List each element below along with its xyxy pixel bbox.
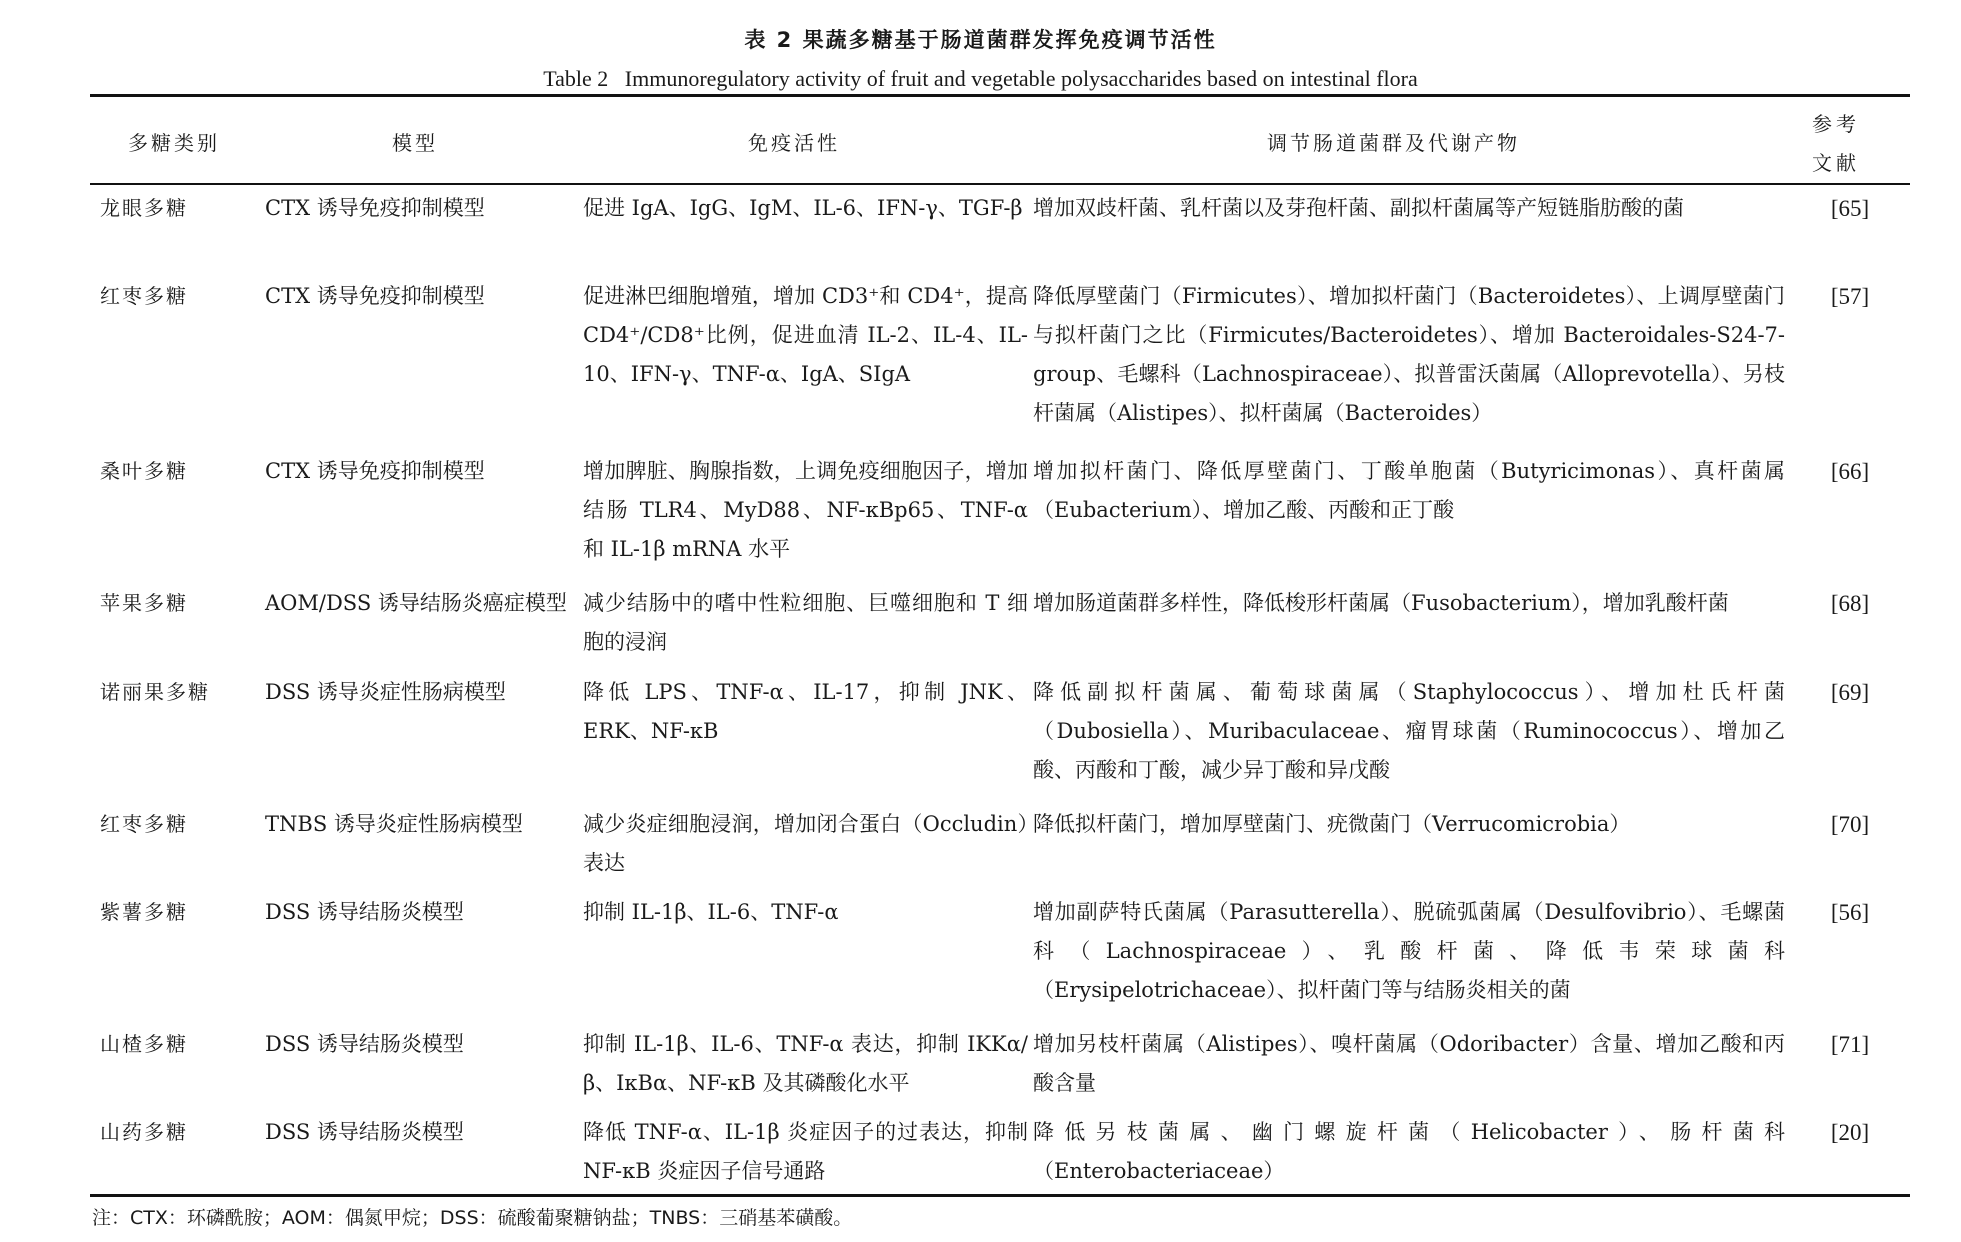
- cell-polysaccharide: 山药多糖: [100, 1120, 188, 1144]
- cell-polysaccharide: 山楂多糖: [100, 1032, 188, 1056]
- cell-reference: [70]: [1830, 812, 1870, 837]
- cell-immune-activity: 降低 LPS、TNF-α、IL-17，抑制 JNK、ERK、NF-κB: [583, 680, 1028, 743]
- header-type: 多糖类别: [128, 131, 220, 155]
- cell-reference: [71]: [1830, 1032, 1870, 1057]
- cell-model: DSS 诱导结肠炎模型: [265, 1120, 464, 1144]
- top-rule: [90, 94, 1910, 97]
- cell-flora: 降低拟杆菌门，增加厚壁菌门、疣微菌门（Verrucomicrobia）: [1033, 812, 1631, 836]
- header-immune: 免疫活性: [748, 131, 840, 155]
- cell-immune-activity: 降低 TNF-α、IL-1β 炎症因子的过表达，抑制 NF-κB 炎症因子信号通路: [583, 1120, 1028, 1183]
- header-ref: 参考文献: [1812, 112, 1860, 175]
- cell-reference: [66]: [1830, 459, 1870, 484]
- cell-flora: 增加副萨特氏菌属（Parasutterella）、脱硫弧菌属（Desulfovibrio）、毛螺菌科（Lachnospiraceae）、乳酸杆菌、降低韦荣球菌科（Erysipelotrichaceae）、拟杆菌门等与结肠炎相关的菌: [1033, 900, 1785, 1002]
- cell-polysaccharide: 红枣多糖: [100, 812, 188, 836]
- cell-flora: 增加双歧杆菌、乳杆菌以及芽孢杆菌、副拟杆菌属等产短链脂肪酸的菌: [1033, 196, 1684, 220]
- cell-flora: 降低另枝菌属、幽门螺旋杆菌（Helicobacter）、肠杆菌科（Enterobacteriaceae）: [1033, 1120, 1785, 1183]
- cell-reference: [69]: [1830, 680, 1870, 705]
- cell-reference: [57]: [1830, 284, 1870, 309]
- cell-flora: 降低厚壁菌门（Firmicutes）、增加拟杆菌门（Bacteroidetes）、上调厚壁菌门与拟杆菌门之比（Firmicutes/Bacteroidetes）、增加 Bacteroidales-S24-7-group、毛螺科（Lachnospiraceae）、拟普雷沃菌属（Alloprevotella）、另枝杆菌属（Alistipes）、拟杆菌属（Bacteroides）: [1033, 284, 1785, 425]
- header-flora: 调节肠道菌群及代谢产物: [1267, 131, 1520, 155]
- cell-model: CTX 诱导免疫抑制模型: [265, 196, 485, 220]
- bottom-rule: [90, 1194, 1910, 1197]
- cell-model: AOM/DSS 诱导结肠炎癌症模型: [265, 591, 567, 615]
- cell-immune-activity: 抑制 IL-1β、IL-6、TNF-α 表达，抑制 IKKα/β、IκBα、NF-κB 及其磷酸化水平: [583, 1032, 1028, 1095]
- cell-immune-activity: 促进淋巴细胞增殖，增加 CD3⁺和 CD4⁺，提高 CD4⁺/CD8⁺比例，促进血清 IL-2、IL-4、IL-10、IFN-γ、TNF-α、IgA、SIgA: [583, 284, 1028, 386]
- table-caption-en: Table 2 Immunoregulatory activity of fruit and vegetable polysaccharides based on intestinal flora: [543, 66, 1418, 91]
- table-caption-cn: 表 2 果蔬多糖基于肠道菌群发挥免疫调节活性: [744, 28, 1217, 52]
- cell-model: CTX 诱导免疫抑制模型: [265, 459, 485, 483]
- cell-flora: 增加拟杆菌门、降低厚壁菌门、丁酸单胞菌（Butyricimonas）、真杆菌属（Eubacterium）、增加乙酸、丙酸和正丁酸: [1033, 459, 1785, 522]
- cell-flora: 降低副拟杆菌属、葡萄球菌属（Staphylococcus）、增加杜氏杆菌（Dubosiella）、Muribaculaceae、瘤胃球菌（Ruminococcus）、增加乙酸、丙酸和丁酸，减少异丁酸和异戊酸: [1033, 680, 1785, 782]
- cell-reference: [68]: [1830, 591, 1870, 616]
- cell-immune-activity: 增加脾脏、胸腺指数，上调免疫细胞因子，增加结肠 TLR4、MyD88、NF-κBp65、TNF-α 和 IL-1β mRNA 水平: [583, 459, 1028, 561]
- cell-flora: 增加另枝杆菌属（Alistipes）、嗅杆菌属（Odoribacter）含量、增加乙酸和丙酸含量: [1033, 1032, 1785, 1095]
- table-footnote: 注：CTX：环磷酰胺；AOM：偶氮甲烷；DSS：硫酸葡聚糖钠盐；TNBS：三硝基苯磺酸。: [92, 1207, 853, 1229]
- cell-immune-activity: 减少结肠中的嗜中性粒细胞、巨噬细胞和 T 细胞的浸润: [583, 591, 1028, 654]
- header-model: 模型: [392, 131, 438, 155]
- cell-model: DSS 诱导结肠炎模型: [265, 1032, 464, 1056]
- cell-polysaccharide: 诺丽果多糖: [100, 680, 210, 704]
- cell-polysaccharide: 龙眼多糖: [100, 196, 188, 220]
- cell-polysaccharide: 苹果多糖: [100, 591, 188, 615]
- cell-flora: 增加肠道菌群多样性，降低梭形杆菌属（Fusobacterium），增加乳酸杆菌: [1033, 591, 1729, 615]
- cell-immune-activity: 减少炎症细胞浸润，增加闭合蛋白（Occludin）表达: [583, 812, 1028, 875]
- cell-model: CTX 诱导免疫抑制模型: [265, 284, 485, 308]
- cell-reference: [20]: [1830, 1120, 1870, 1145]
- header-rule: [90, 183, 1910, 185]
- cell-immune-activity: 促进 IgA、IgG、IgM、IL-6、IFN-γ、TGF-β: [583, 196, 1023, 220]
- cell-immune-activity: 抑制 IL-1β、IL-6、TNF-α: [583, 900, 839, 924]
- cell-polysaccharide: 红枣多糖: [100, 284, 188, 308]
- cell-polysaccharide: 紫薯多糖: [100, 900, 188, 924]
- cell-model: DSS 诱导炎症性肠病模型: [265, 680, 506, 704]
- cell-polysaccharide: 桑叶多糖: [100, 459, 188, 483]
- cell-model: TNBS 诱导炎症性肠病模型: [265, 812, 523, 836]
- cell-reference: [65]: [1830, 196, 1870, 221]
- cell-model: DSS 诱导结肠炎模型: [265, 900, 464, 924]
- cell-reference: [56]: [1830, 900, 1870, 925]
